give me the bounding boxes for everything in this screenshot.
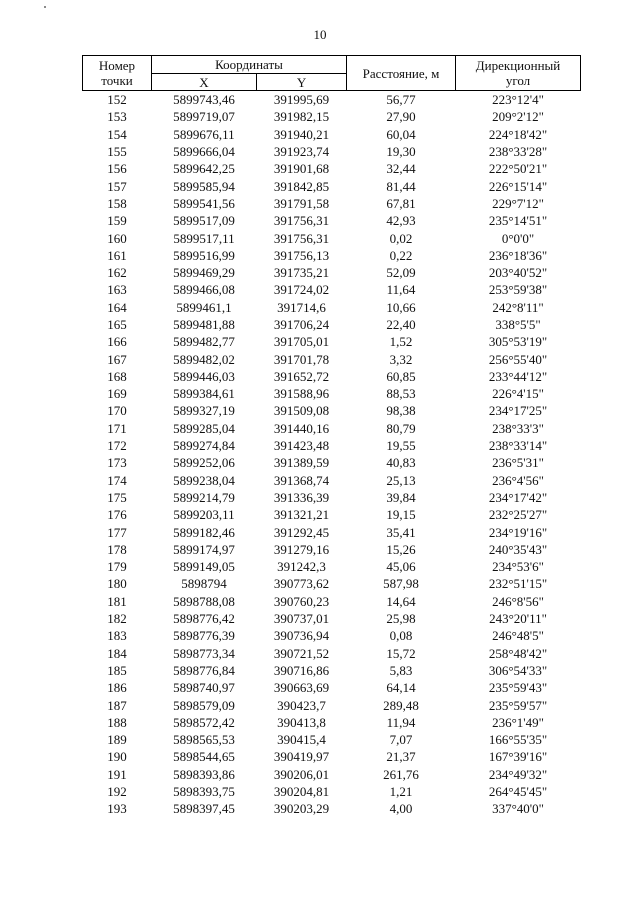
point-number-cell: 176	[107, 507, 127, 523]
direction-angle-cell: 238°33'14"	[488, 438, 548, 454]
direction-angle-cell: 238°33'3"	[492, 420, 544, 436]
x-coordinate-cell: 5899541,56	[173, 195, 235, 211]
y-coordinate-cell: 390206,01	[273, 766, 330, 782]
x-coordinate-cell: 5898794	[181, 576, 227, 592]
point-number-cell: 155	[107, 144, 127, 160]
point-number-cell: 169	[107, 386, 127, 402]
x-coordinate-cell: 5899214,79	[173, 489, 235, 505]
table-row	[83, 333, 581, 350]
direction-angle-cell: 236°1'49"	[492, 714, 544, 730]
point-number-cell: 192	[107, 784, 127, 800]
distance-cell: 0,02	[389, 230, 413, 246]
point-number-cell: 186	[107, 680, 127, 696]
x-coordinate-cell: 5899719,07	[173, 109, 235, 125]
y-coordinate-cell: 391982,15	[273, 109, 330, 125]
distance-cell: 5,83	[389, 662, 413, 678]
distance-cell: 81,44	[386, 178, 416, 194]
table-row	[83, 679, 581, 696]
point-number-cell: 181	[107, 593, 127, 609]
direction-angle-cell: 235°14'51"	[488, 213, 548, 229]
distance-cell: 7,07	[389, 732, 413, 748]
y-coordinate-cell: 391756,13	[273, 247, 330, 263]
y-coordinate-cell: 390736,94	[273, 628, 330, 644]
direction-angle-cell: 0°0'0"	[501, 230, 535, 246]
x-coordinate-cell: 5899238,04	[173, 472, 235, 488]
table-body	[83, 91, 581, 818]
point-number-cell: 168	[107, 368, 127, 384]
direction-angle-cell: 232°51'15"	[488, 576, 548, 592]
x-coordinate-cell: 5899666,04	[173, 144, 235, 160]
point-number-cell: 171	[107, 420, 127, 436]
table-row	[83, 299, 581, 316]
direction-angle-cell: 209°2'12"	[492, 109, 544, 125]
distance-cell: 587,98	[383, 576, 419, 592]
point-number-cell: 184	[107, 645, 127, 661]
direction-angle-cell: 229°7'12"	[492, 195, 544, 211]
direction-angle-cell: 338°5'5"	[495, 317, 541, 332]
point-number-cell: 172	[107, 438, 127, 454]
point-number-cell: 187	[107, 697, 127, 713]
x-coordinate-cell: 5898393,86	[173, 766, 235, 782]
distance-cell: 88,53	[386, 386, 416, 402]
point-number-cell: 162	[107, 265, 127, 281]
x-coordinate-cell: 5898776,42	[173, 611, 235, 627]
point-number-cell: 174	[107, 472, 127, 488]
distance-cell: 39,84	[386, 489, 416, 505]
distance-cell: 289,48	[383, 697, 419, 713]
x-coordinate-cell: 5899482,02	[173, 351, 235, 367]
y-coordinate-cell: 391389,59	[273, 455, 330, 471]
distance-cell: 42,93	[386, 213, 416, 229]
y-coordinate-cell: 391735,21	[273, 265, 330, 281]
x-coordinate-cell: 5898776,39	[173, 628, 235, 644]
direction-angle-cell: 264°45'45"	[488, 784, 548, 800]
distance-cell: 56,77	[386, 92, 416, 108]
x-coordinate-cell: 5899274,84	[173, 438, 235, 454]
y-coordinate-cell: 390760,23	[273, 593, 330, 609]
direction-angle-cell: 236°5'31"	[492, 455, 544, 471]
header-y: Y	[257, 74, 347, 91]
table-row	[83, 385, 581, 402]
y-coordinate-cell: 391724,02	[273, 282, 330, 298]
table-row	[83, 800, 581, 817]
point-number-cell: 190	[107, 749, 127, 765]
distance-cell: 14,64	[386, 593, 416, 609]
table-row	[83, 368, 581, 385]
point-number-cell: 160	[107, 230, 127, 246]
distance-cell: 19,55	[386, 438, 416, 454]
distance-cell: 22,40	[386, 317, 416, 332]
distance-cell: 261,76	[383, 766, 419, 782]
header-direction-line1: Дирекционный	[475, 58, 561, 73]
point-number-cell: 166	[107, 334, 127, 350]
point-number-cell: 179	[107, 559, 127, 575]
point-number-cell: 161	[107, 247, 127, 263]
x-coordinate-cell: 5899517,11	[173, 230, 235, 246]
table-row	[83, 575, 581, 592]
table-row	[83, 627, 581, 644]
distance-cell: 10,66	[386, 299, 416, 315]
distance-cell: 40,83	[386, 455, 416, 471]
y-coordinate-cell: 391292,45	[273, 524, 330, 540]
direction-angle-cell: 234°19'16"	[488, 524, 548, 540]
y-coordinate-cell: 391714,6	[277, 299, 326, 315]
x-coordinate-cell: 5899446,03	[173, 368, 235, 384]
header-coordinates: Координаты	[152, 56, 347, 74]
table-row	[83, 212, 581, 229]
table-row	[83, 402, 581, 419]
table-row	[83, 264, 581, 281]
direction-angle-cell: 337°40'0"	[492, 801, 544, 817]
point-number-cell: 188	[107, 714, 127, 730]
x-coordinate-cell: 5899585,94	[173, 178, 235, 194]
y-coordinate-cell: 390663,69	[273, 680, 330, 696]
x-coordinate-cell: 5899461,1	[176, 299, 232, 315]
x-coordinate-cell: 5899642,25	[173, 161, 235, 177]
direction-angle-cell: 253°59'38"	[488, 282, 548, 298]
header-x: X	[152, 74, 257, 91]
header-point-number	[83, 56, 152, 91]
table-row	[83, 420, 581, 437]
table-row	[83, 91, 581, 109]
direction-angle-cell: 242°8'11"	[492, 299, 544, 315]
page-number: 10	[313, 27, 327, 42]
table-row	[83, 662, 581, 679]
direction-angle-cell: 234°49'32"	[488, 766, 548, 782]
point-number-cell: 165	[107, 317, 127, 332]
direction-angle-cell: 238°33'28"	[488, 144, 548, 160]
table-header	[83, 56, 581, 91]
point-number-cell: 153	[107, 109, 127, 125]
y-coordinate-cell: 391791,58	[273, 195, 330, 211]
direction-angle-cell: 232°25'27"	[488, 507, 548, 523]
distance-cell: 3,32	[389, 351, 413, 367]
point-number-cell: 180	[107, 576, 127, 592]
x-coordinate-cell: 5898788,08	[173, 593, 235, 609]
y-coordinate-cell: 391756,31	[273, 230, 330, 246]
x-coordinate-cell: 5898544,65	[173, 749, 235, 765]
point-number-cell: 156	[107, 161, 127, 177]
x-coordinate-cell: 5899384,61	[173, 386, 235, 402]
distance-cell: 60,04	[386, 126, 416, 142]
table-row	[83, 766, 581, 783]
point-number-cell: 189	[107, 732, 127, 748]
y-coordinate-cell: 390415,4	[277, 732, 326, 748]
y-coordinate-cell: 391368,74	[273, 472, 330, 488]
y-coordinate-cell: 390773,62	[273, 576, 330, 592]
x-coordinate-cell: 5899285,04	[173, 420, 235, 436]
distance-cell: 0,22	[389, 247, 413, 263]
point-number-cell: 185	[107, 662, 127, 678]
point-number-cell: 164	[107, 299, 127, 315]
point-number-cell: 193	[107, 801, 127, 817]
direction-angle-cell: 234°53'6"	[492, 559, 544, 575]
direction-angle-cell: 166°55'35"	[488, 732, 548, 748]
y-coordinate-cell: 390721,52	[273, 645, 330, 661]
y-coordinate-cell: 391842,85	[273, 178, 330, 194]
y-coordinate-cell: 390716,86	[273, 662, 330, 678]
y-coordinate-cell: 391423,48	[273, 438, 330, 454]
direction-angle-cell: 246°48'5"	[492, 628, 544, 644]
distance-cell: 32,44	[386, 161, 416, 177]
x-coordinate-cell: 5899327,19	[173, 403, 235, 419]
x-coordinate-cell: 5899252,06	[173, 455, 235, 471]
direction-angle-cell: 223°12'4"	[492, 92, 544, 108]
distance-cell: 35,41	[386, 524, 416, 540]
point-number-cell: 178	[107, 541, 127, 557]
distance-cell: 19,30	[386, 144, 416, 160]
point-number-cell: 183	[107, 628, 127, 644]
distance-cell: 11,94	[386, 714, 416, 730]
x-coordinate-cell: 5899517,09	[173, 213, 235, 229]
distance-cell: 52,09	[386, 265, 416, 281]
table-row	[83, 229, 581, 246]
distance-cell: 98,38	[386, 403, 416, 419]
table-row	[83, 506, 581, 523]
x-coordinate-cell: 5898397,45	[173, 801, 235, 817]
table-row	[83, 593, 581, 610]
y-coordinate-cell: 391242,3	[277, 559, 326, 575]
direction-angle-cell: 306°54'33"	[488, 662, 548, 678]
distance-cell: 64,14	[386, 680, 416, 696]
x-coordinate-cell: 5899676,11	[173, 126, 235, 142]
y-coordinate-cell: 391940,21	[273, 126, 330, 142]
direction-angle-cell: 203°40'52"	[488, 265, 548, 281]
point-number-cell: 152	[107, 92, 127, 108]
point-number-cell: 182	[107, 611, 127, 627]
table-row	[83, 748, 581, 765]
direction-angle-cell: 226°4'15"	[492, 386, 544, 402]
table-row	[83, 143, 581, 160]
table-row	[83, 558, 581, 575]
table-row	[83, 714, 581, 731]
distance-cell: 80,79	[386, 420, 416, 436]
x-coordinate-cell: 5898579,09	[173, 697, 235, 713]
distance-cell: 0,08	[389, 628, 413, 644]
y-coordinate-cell: 391995,69	[273, 92, 330, 108]
y-coordinate-cell: 390737,01	[273, 611, 330, 627]
table-row	[83, 541, 581, 558]
x-coordinate-cell: 5898565,53	[173, 732, 235, 748]
point-number-cell: 177	[107, 524, 127, 540]
distance-cell: 25,98	[386, 611, 416, 627]
table-row	[83, 472, 581, 489]
direction-angle-cell: 234°17'25"	[488, 403, 548, 419]
x-coordinate-cell: 5898572,42	[173, 714, 235, 730]
table-row	[83, 316, 581, 333]
x-coordinate-cell: 5899743,46	[173, 92, 235, 108]
header-point-number-line2: точки	[101, 73, 133, 88]
distance-cell: 45,06	[386, 559, 416, 575]
direction-angle-cell: 256°55'40"	[488, 351, 548, 367]
distance-cell: 1,52	[389, 334, 413, 350]
table-row	[83, 610, 581, 627]
x-coordinate-cell: 5899466,08	[173, 282, 235, 298]
y-coordinate-cell: 390204,81	[273, 784, 330, 800]
distance-cell: 1,21	[389, 784, 413, 800]
scan-speck	[44, 6, 46, 8]
point-number-cell: 157	[107, 178, 127, 194]
y-coordinate-cell: 391756,31	[273, 213, 330, 229]
direction-angle-cell: 226°15'14"	[488, 178, 548, 194]
direction-angle-cell: 240°35'43"	[488, 541, 548, 557]
table-row	[83, 731, 581, 748]
x-coordinate-cell: 5899149,05	[173, 559, 235, 575]
direction-angle-cell: 235°59'57"	[488, 697, 548, 713]
direction-angle-cell: 236°18'36"	[488, 247, 548, 263]
direction-angle-cell: 234°17'42"	[488, 489, 548, 505]
x-coordinate-cell: 5899516,99	[173, 247, 235, 263]
point-number-cell: 163	[107, 282, 127, 298]
point-number-cell: 158	[107, 195, 127, 211]
distance-cell: 11,64	[386, 282, 416, 298]
y-coordinate-cell: 391705,01	[273, 334, 330, 350]
table-row	[83, 195, 581, 212]
distance-cell: 67,81	[386, 195, 416, 211]
point-number-cell: 173	[107, 455, 127, 471]
distance-cell: 60,85	[386, 368, 416, 384]
distance-cell: 27,90	[386, 109, 416, 125]
header-point-number-line1: Номер	[98, 58, 136, 73]
table-row	[83, 108, 581, 125]
x-coordinate-cell: 5899482,77	[173, 334, 235, 350]
point-number-cell: 159	[107, 213, 127, 229]
table-row	[83, 783, 581, 800]
table-row	[83, 281, 581, 298]
table-row	[83, 645, 581, 662]
y-coordinate-cell: 391509,08	[273, 403, 330, 419]
y-coordinate-cell: 390413,8	[277, 714, 326, 730]
distance-cell: 4,00	[389, 801, 413, 817]
x-coordinate-cell: 5899174,97	[173, 541, 235, 557]
table-row	[83, 696, 581, 713]
y-coordinate-cell: 390203,29	[273, 801, 330, 817]
point-number-cell: 191	[107, 766, 127, 782]
y-coordinate-cell: 391321,21	[273, 507, 330, 523]
point-number-cell: 167	[107, 351, 127, 367]
x-coordinate-cell: 5898393,75	[173, 784, 235, 800]
distance-cell: 15,26	[386, 541, 416, 557]
x-coordinate-cell: 5898740,97	[173, 680, 235, 696]
y-coordinate-cell: 391701,78	[273, 351, 330, 367]
table-row	[83, 126, 581, 143]
y-coordinate-cell: 390423,7	[277, 697, 326, 713]
table-row	[83, 247, 581, 264]
direction-angle-cell: 246°8'56"	[492, 593, 544, 609]
y-coordinate-cell: 391336,39	[273, 489, 330, 505]
table-row	[83, 454, 581, 471]
table-row	[83, 177, 581, 194]
table-row	[83, 160, 581, 177]
y-coordinate-cell: 391901,68	[273, 161, 330, 177]
point-number-cell: 154	[107, 126, 127, 142]
direction-angle-cell: 167°39'16"	[488, 749, 548, 765]
x-coordinate-cell: 5899469,29	[173, 265, 235, 281]
header-direction-angle	[456, 56, 581, 91]
x-coordinate-cell: 5898773,34	[173, 645, 235, 661]
direction-angle-cell: 233°44'12"	[488, 368, 548, 384]
direction-angle-cell: 224°18'42"	[488, 126, 548, 142]
x-coordinate-cell: 5899182,46	[173, 524, 235, 540]
y-coordinate-cell: 391440,16	[273, 420, 330, 436]
direction-angle-cell: 258°48'42"	[488, 645, 548, 661]
y-coordinate-cell: 391923,74	[273, 144, 330, 160]
header-direction-line2: угол	[505, 73, 531, 88]
point-number-cell: 175	[107, 489, 127, 505]
x-coordinate-cell: 5899203,11	[173, 507, 235, 523]
point-number-cell: 170	[107, 403, 127, 419]
y-coordinate-cell: 391652,72	[273, 368, 330, 384]
distance-cell: 15,72	[386, 645, 416, 661]
y-coordinate-cell: 390419,97	[273, 749, 330, 765]
distance-cell: 21,37	[386, 749, 416, 765]
table-row	[83, 523, 581, 540]
direction-angle-cell: 236°4'56"	[492, 472, 544, 488]
table-row	[83, 350, 581, 367]
direction-angle-cell: 243°20'11"	[489, 611, 547, 627]
table-row	[83, 437, 581, 454]
header-distance: Расстояние, м	[347, 56, 456, 91]
direction-angle-cell: 305°53'19"	[488, 334, 548, 350]
x-coordinate-cell: 5898776,84	[173, 662, 235, 678]
distance-cell: 19,15	[386, 507, 416, 523]
y-coordinate-cell: 391279,16	[273, 541, 330, 557]
y-coordinate-cell: 391588,96	[273, 386, 330, 402]
direction-angle-cell: 222°50'21"	[488, 161, 548, 177]
direction-angle-cell: 235°59'43"	[488, 680, 548, 696]
x-coordinate-cell: 5899481,88	[173, 317, 235, 332]
y-coordinate-cell: 391706,24	[273, 317, 330, 332]
coordinates-table	[82, 55, 581, 817]
distance-cell: 25,13	[386, 472, 416, 488]
table-row	[83, 489, 581, 506]
